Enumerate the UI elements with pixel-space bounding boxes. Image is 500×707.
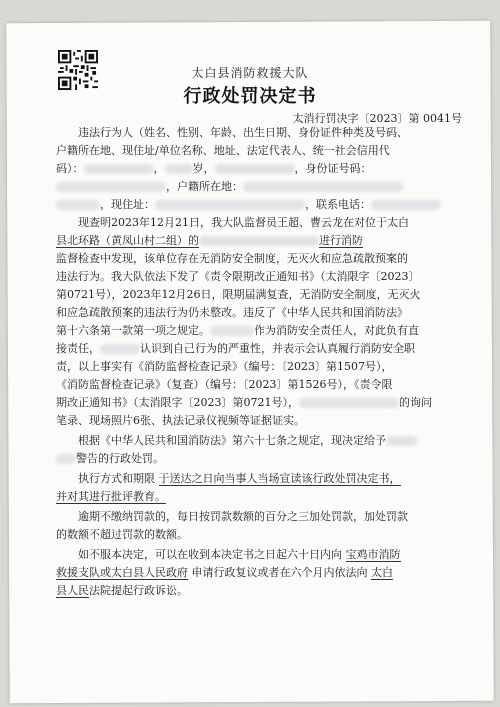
text-line: 逾期不缴纳罚款的，每日按罚款数额的百分之三加处罚款，加处罚款 [78,510,408,523]
text-line: 违法行为人（姓名、性别、年龄、出生日期、身份证件种类及号码、 [78,126,408,139]
text-line: 如不服本决定，可以在收到本决定书之日起六十日内向 宝鸡市消防 [78,548,401,561]
text-line: 的数额不超过罚款的数额。 [56,528,188,541]
redacted-block [243,182,403,192]
redacted-block [56,182,166,192]
document-number: 太消行罚决字〔2023〕第 0041号 [292,112,462,125]
text-line: 第0721号），2023年12月26日，限期届满复查，无消防安全制度，无灭火 [56,288,421,301]
text-line: 码）： ， 岁， ，身份证号码： [56,162,372,175]
redacted-block [299,398,399,408]
text-line: 监督检查中发现，该单位存在无消防安全制度，无灭火和应急疏散预案的 [56,252,408,265]
text-line: 《消防监督检查记录》（复查）（编号：〔2023〕第1526号），《责令限 [56,378,393,391]
text-line: ，现住址： ，联系电话： [56,198,466,212]
text-line: 执行方式和期限 于送达之日向当事人当场宣读该行政处罚决定书， [78,472,401,485]
text-line: 现查明2023年12月21日，我大队监督员王超、曹云龙在对位于太白 [78,216,409,229]
text-line: 根据《中华人民共和国消防法》第六十七条之规定，现决定给予 [56,434,488,448]
text-line: 县北环路（黄凤山村二组）的 进行消防 [56,234,363,247]
redacted-block [371,200,441,210]
text-line: 救援支队或太白县人民政府 申请行政复议或者在六个月内依法向 太白 [56,566,393,579]
redacted-block [56,200,100,210]
redacted-block [215,164,295,174]
text-line: 违法行为。我大队依法下发了《责令限期改正通知书》（太消限字〔2023〕 [56,270,420,283]
text-line: 并对其进行批评教育。 [56,490,166,503]
redacted-block [56,454,76,464]
redacted-block [84,164,154,174]
text-line: 户籍所在地、现住址/单位名称、地址、法定代表人、统一社会信用代 [56,144,390,157]
agency-name: 太白县消防救援大队 [191,66,309,80]
text-line: 接责任， 认识到自己行为的严重性，并表示会认真履行消防安全职 [56,342,415,355]
redacted-block [155,200,305,210]
text-line: 责，以上事实有《消防监督检查记录》（编号：〔2023〕第1507号）， [56,360,393,373]
text-line: 县人民法院提起行政诉讼。 [56,584,188,597]
text-line: 警告的行政处罚。 [56,452,466,466]
text-line: ，户籍所在地： [56,180,466,194]
text-line: 第十六条第一款第一项之规定。 作为消防安全责任人，对此负有直 [56,324,419,337]
redacted-block [210,326,254,336]
text-line: 和应急疏散预案的违法行为仍未整改。违反了《中华人民共和国消防法》 [56,306,408,319]
document-title: 行政处罚决定书 [183,86,317,107]
redacted-block [100,344,140,354]
redacted-block [386,436,418,446]
redacted-block [165,164,193,174]
text-line: 笔录、现场照片6张、执法记录仪视频等证据证实。 [56,414,305,427]
redacted-block [199,236,319,246]
text-line: 期改正通知书》（太消限字〔2023〕第0721号）， 的询问 [56,396,432,409]
